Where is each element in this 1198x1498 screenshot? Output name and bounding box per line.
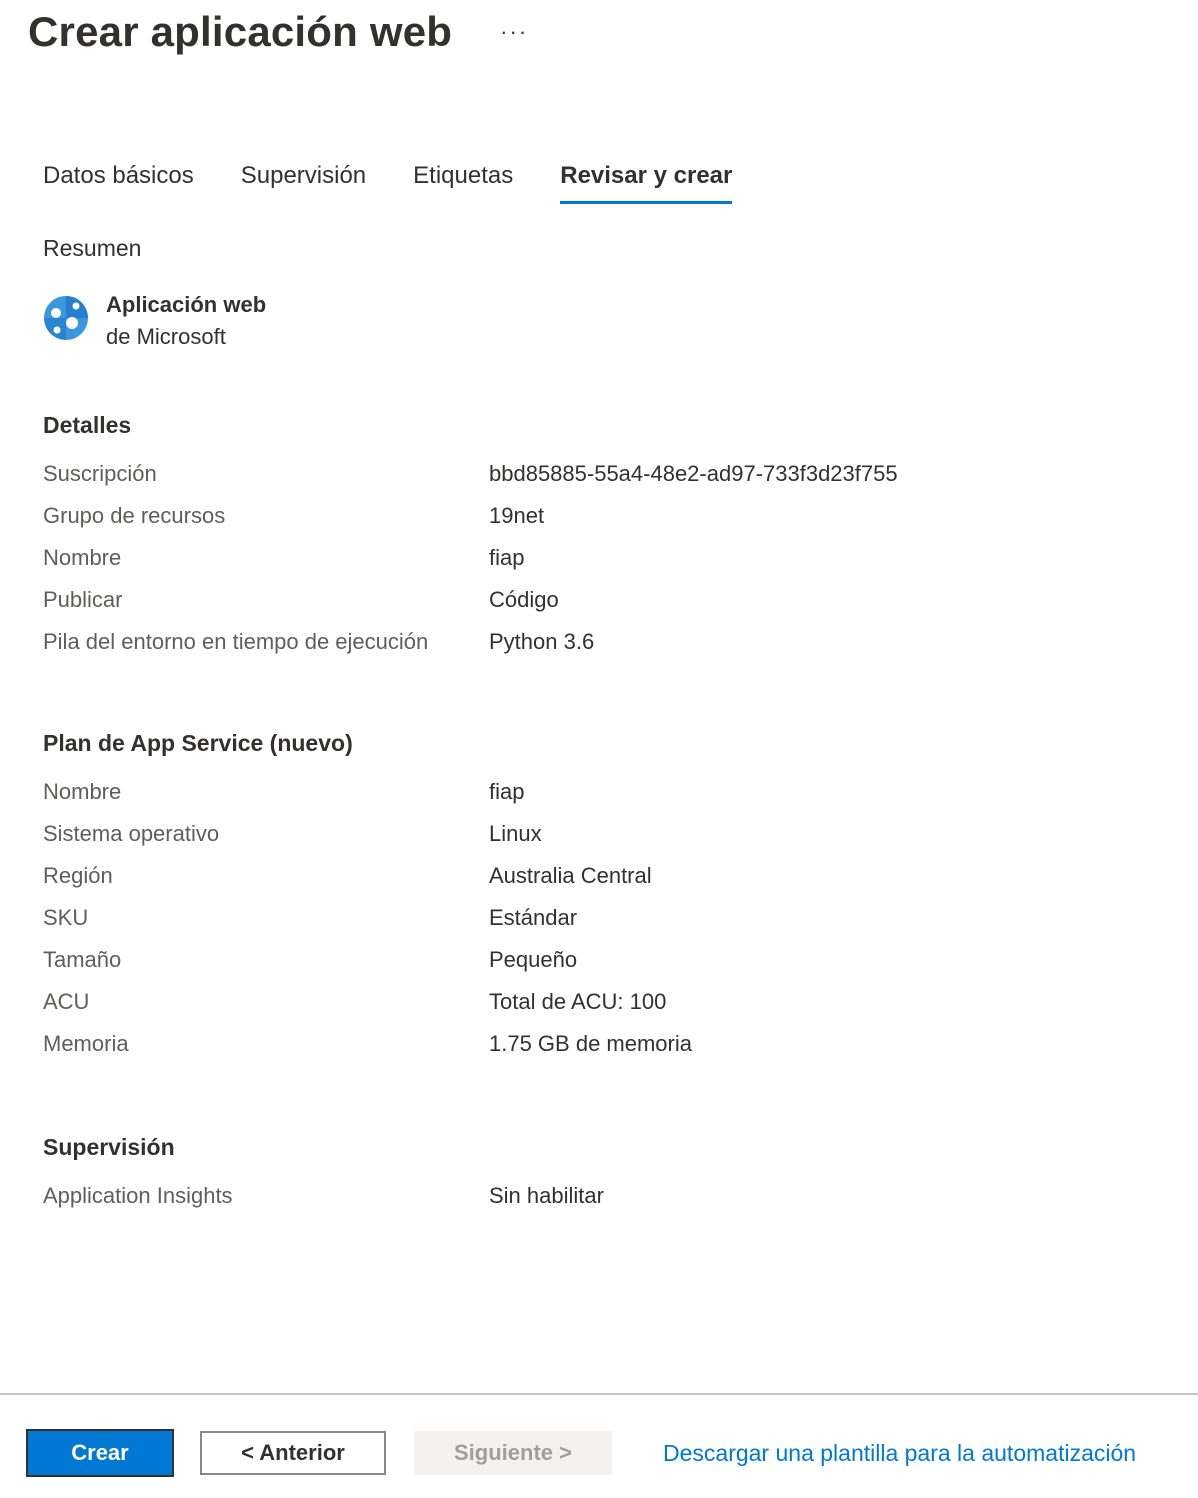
row-value: fiap bbox=[489, 545, 525, 570]
row-label: Memoria bbox=[43, 1031, 129, 1056]
plan-row-name bbox=[43, 779, 1143, 821]
tab-bar bbox=[43, 162, 779, 202]
row-value: Total de ACU: 100 bbox=[489, 989, 667, 1014]
plan-row-acu bbox=[43, 989, 1143, 1031]
monitoring-title: Supervisión bbox=[43, 1134, 175, 1160]
tab-tags[interactable]: Etiquetas bbox=[413, 162, 514, 189]
tab-review-create[interactable]: Revisar y crear bbox=[560, 162, 732, 202]
detail-row-runtime-stack bbox=[43, 629, 1143, 671]
summary-label: Resumen bbox=[43, 235, 142, 261]
row-value: Linux bbox=[489, 821, 542, 846]
next-button: Siguiente > bbox=[414, 1431, 612, 1475]
detail-row-resource-group bbox=[43, 503, 1143, 545]
more-options-button[interactable]: ··· bbox=[500, 19, 529, 44]
row-value: 19net bbox=[489, 503, 545, 528]
plan-row-region bbox=[43, 863, 1143, 905]
row-label: Publicar bbox=[43, 587, 123, 612]
row-label: Nombre bbox=[43, 545, 122, 570]
row-label: Sistema operativo bbox=[43, 821, 220, 846]
row-value: bbd85885-55a4-48e2-ad97-733f3d23f755 bbox=[489, 461, 898, 486]
detail-row-name bbox=[43, 545, 1143, 587]
download-template-link[interactable]: Descargar una plantilla para la automatización bbox=[663, 1439, 1137, 1466]
title-row bbox=[28, 8, 532, 56]
web-app-globe-icon bbox=[43, 295, 89, 341]
product-vendor: de Microsoft bbox=[106, 324, 226, 349]
row-label: Pila del entorno en tiempo de ejecución bbox=[43, 629, 429, 654]
product-text bbox=[106, 290, 266, 354]
product-summary bbox=[43, 290, 266, 354]
app-service-plan-section bbox=[43, 730, 1143, 1073]
row-value: Australia Central bbox=[489, 863, 652, 888]
row-value: Código bbox=[489, 587, 559, 612]
row-value: fiap bbox=[489, 779, 525, 804]
row-label: Región bbox=[43, 863, 113, 888]
monitoring-row-app-insights bbox=[43, 1183, 1143, 1225]
row-label: Grupo de recursos bbox=[43, 503, 226, 528]
details-title: Detalles bbox=[43, 412, 132, 438]
row-label: ACU bbox=[43, 989, 90, 1014]
create-button[interactable]: Crear bbox=[28, 1431, 172, 1475]
footer-divider bbox=[0, 1393, 1198, 1395]
detail-row-subscription bbox=[43, 461, 1143, 503]
plan-title: Plan de App Service (nuevo) bbox=[43, 730, 353, 756]
footer-actions bbox=[28, 1431, 1136, 1475]
row-value: 1.75 GB de memoria bbox=[489, 1031, 692, 1056]
product-name: Aplicación web bbox=[106, 292, 267, 317]
tab-monitoring[interactable]: Supervisión bbox=[240, 162, 367, 189]
row-label: Application Insights bbox=[43, 1183, 233, 1208]
details-section bbox=[43, 412, 1143, 671]
row-label: Suscripción bbox=[43, 461, 157, 486]
plan-row-sku bbox=[43, 905, 1143, 947]
plan-row-os bbox=[43, 821, 1143, 863]
plan-row-memory bbox=[43, 1031, 1143, 1073]
row-value: Estándar bbox=[489, 905, 578, 930]
monitoring-section bbox=[43, 1134, 1143, 1225]
row-value: Python 3.6 bbox=[489, 629, 595, 654]
row-value: Sin habilitar bbox=[489, 1183, 604, 1208]
previous-button[interactable]: < Anterior bbox=[200, 1431, 386, 1475]
row-label: Tamaño bbox=[43, 947, 122, 972]
page-title: Crear aplicación web bbox=[28, 8, 453, 55]
row-value: Pequeño bbox=[489, 947, 578, 972]
row-label: SKU bbox=[43, 905, 89, 930]
detail-row-publish bbox=[43, 587, 1143, 629]
plan-row-size bbox=[43, 947, 1143, 989]
tab-basics[interactable]: Datos básicos bbox=[43, 162, 194, 189]
row-label: Nombre bbox=[43, 779, 122, 804]
